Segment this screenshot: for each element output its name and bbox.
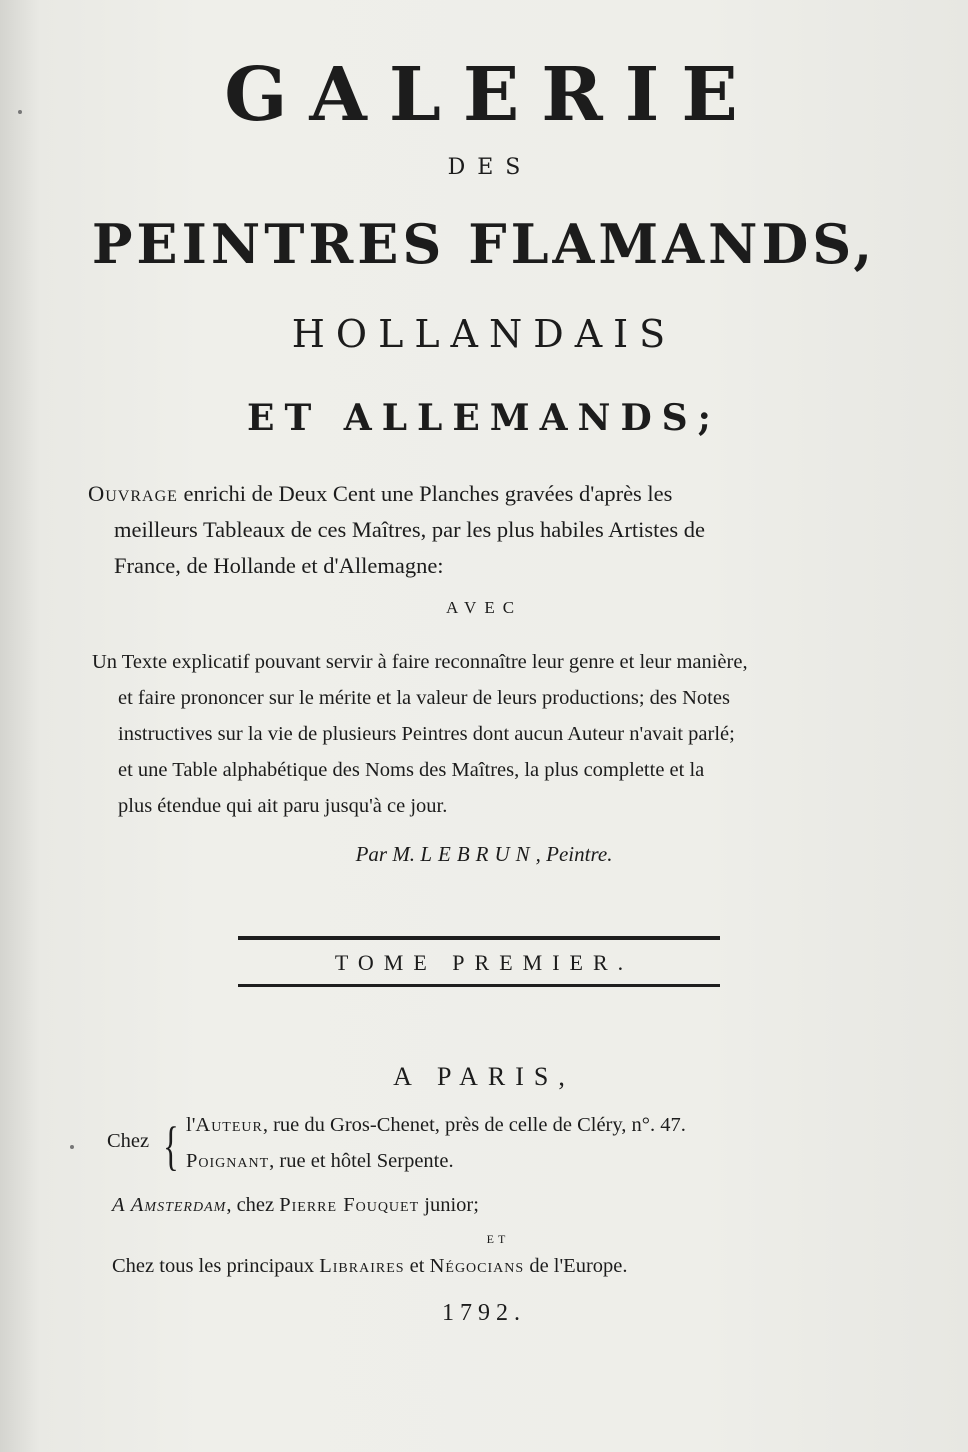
imprint-year: 1792. xyxy=(442,1300,526,1326)
brace-symbol: { xyxy=(163,1116,179,1176)
description-paragraph xyxy=(88,476,888,584)
texte-line-1: Un Texte explicatif pouvant servir à faire reconnaître leur genre et leur manière, xyxy=(92,651,748,673)
imprint-address-2: Poignant, rue et hôtel Serpente. xyxy=(186,1150,454,1172)
texte-line-3: instructives sur la vie de plusieurs Peintres dont aucun Auteur n'avait parlé; xyxy=(118,723,735,745)
tome-label: TOME PREMIER. xyxy=(334,950,634,975)
main-title: GALERIE xyxy=(224,52,760,138)
author-name: LEBRUN xyxy=(420,842,536,866)
title-des: DES xyxy=(447,155,533,180)
author-line: Par M. LEBRUN, Peintre. xyxy=(355,842,613,866)
description-line-3: France, de Hollande et d'Allemagne: xyxy=(114,553,444,578)
title-hollandais: HOLLANDAIS xyxy=(291,312,677,356)
paper-speck xyxy=(18,110,22,114)
description-lead: Ouvrage xyxy=(88,481,178,506)
rule-top xyxy=(238,936,720,940)
rule-bottom xyxy=(238,984,720,987)
texte-paragraph xyxy=(92,644,882,824)
texte-line-2: et faire prononcer sur le mérite et la valeur de leurs productions; des Notes xyxy=(118,687,730,709)
imprint-city: A PARIS, xyxy=(393,1062,575,1091)
imprint-et: ET xyxy=(486,1232,510,1246)
paper-speck xyxy=(70,1145,74,1149)
avec-label: AVEC xyxy=(445,598,523,617)
imprint-chez: Chez xyxy=(107,1130,150,1152)
title-peintres: PEINTRES FLAMANDS, xyxy=(91,212,877,276)
texte-line-4: et une Table alphabétique des Noms des Maîtres, la plus complette et la xyxy=(118,759,705,781)
description-line-1: Ouvrage enrichi de Deux Cent une Planches gravées d'après les xyxy=(88,481,673,506)
texte-line-5: plus étendue qui ait paru jusqu'à ce jour. xyxy=(118,795,448,817)
imprint-amsterdam: A Amsterdam, chez Pierre Fouquet junior; xyxy=(112,1194,479,1216)
imprint-chez-tous: Chez tous les principaux Libraires et Négocians de l'Europe. xyxy=(112,1255,628,1277)
description-line-2: meilleurs Tableaux de ces Maîtres, par les plus habiles Artistes de xyxy=(114,517,705,542)
title-allemands: ET ALLEMANDS; xyxy=(247,397,721,439)
imprint-address-1: l'Auteur, rue du Gros-Chenet, près de celle de Cléry, n°. 47. xyxy=(186,1114,686,1136)
